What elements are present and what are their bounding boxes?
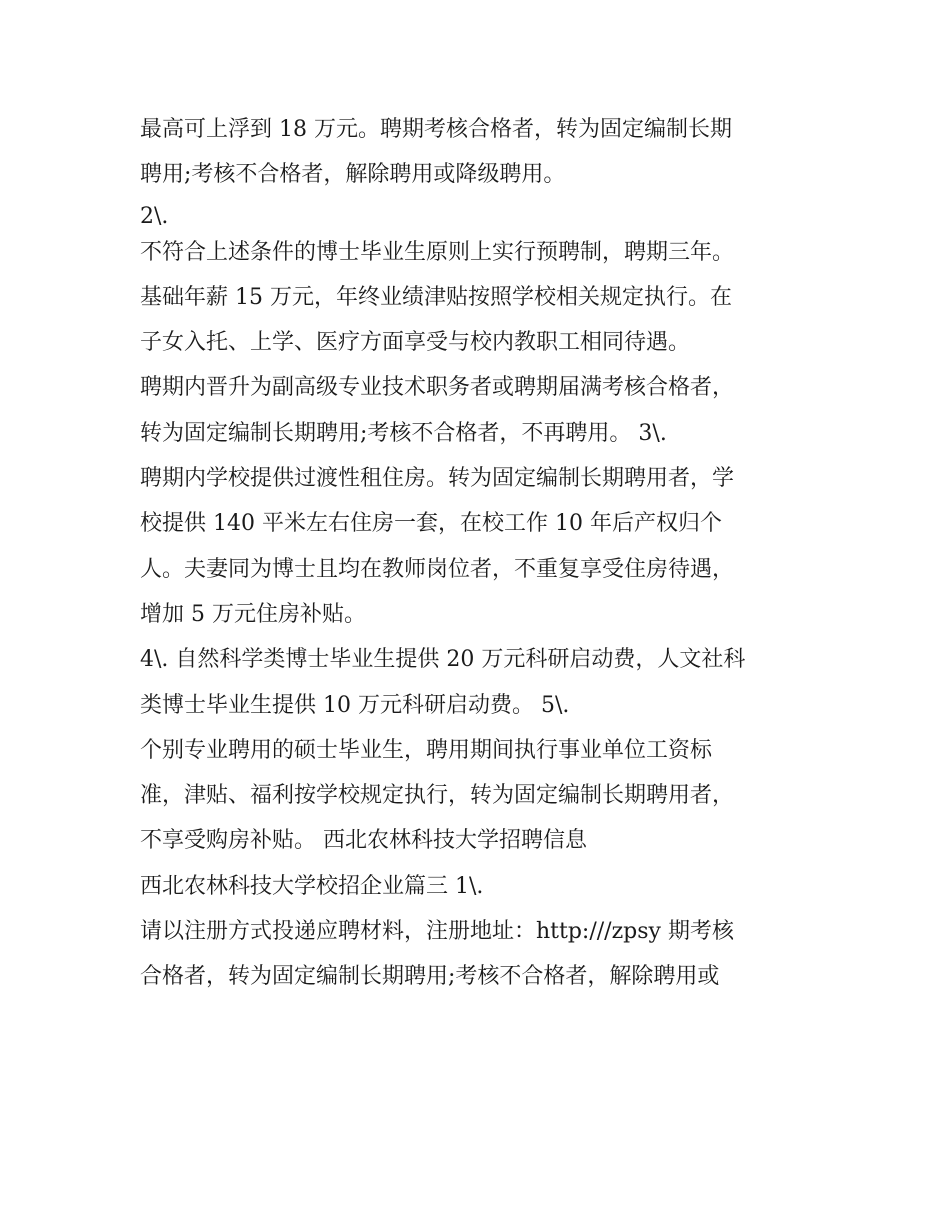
text-line: 聘期内学校提供过渡性租住房。转为固定编制长期聘用者，学: [140, 466, 735, 492]
text-line: 聘用;考核不合格者，解除聘用或降级聘用。: [140, 162, 566, 188]
text-line: 合格者，转为固定编制长期聘用;考核不合格者，解除聘用或: [140, 964, 720, 990]
text-line: 请以注册方式投递应聘材料，注册地址：http:///zpsy 期考核: [140, 919, 734, 945]
text-line: 转为固定编制长期聘用;考核不合格者，不再聘用。 3\.: [140, 420, 667, 446]
text-line: 不符合上述条件的博士毕业生原则上实行预聘制，聘期三年。: [140, 239, 735, 265]
text-line: 人。夫妻同为博士且均在教师岗位者，不重复享受住房待遇，: [140, 556, 735, 582]
text-line: 准，津贴、福利按学校规定执行，转为固定编制长期聘用者，: [140, 783, 735, 809]
text-line: 增加 5 万元住房补贴。: [140, 601, 366, 627]
text-line: 最高可上浮到 18 万元。聘期考核合格者，转为固定编制长期: [140, 117, 732, 142]
document-body: [140, 110, 830, 1003]
text-line: 校提供 140 平米左右住房一套，在校工作 10 年后产权归个: [140, 511, 722, 537]
text-line: 基础年薪 15 万元，年终业绩津贴按照学校相关规定执行。在: [140, 284, 732, 310]
text-line: 2\.: [140, 203, 169, 229]
text-line: 聘期内晋升为副高级专业技术职务者或聘期届满考核合格者，: [140, 375, 735, 401]
text-line: 不享受购房补贴。 西北农林科技大学招聘信息: [140, 828, 587, 854]
text-line: 类博士毕业生提供 10 万元科研启动费。 5\.: [140, 692, 570, 718]
text-line: 子女入托、上学、医疗方面享受与校内教职工相同待遇。: [140, 330, 691, 356]
text-line: 西北农林科技大学校招企业篇三 1\.: [140, 873, 484, 899]
text-line: 个别专业聘用的硕士毕业生，聘用期间执行事业单位工资标: [140, 737, 713, 763]
text-line: 4\. 自然科学类博士毕业生提供 20 万元科研启动费，人文社科: [140, 647, 746, 673]
